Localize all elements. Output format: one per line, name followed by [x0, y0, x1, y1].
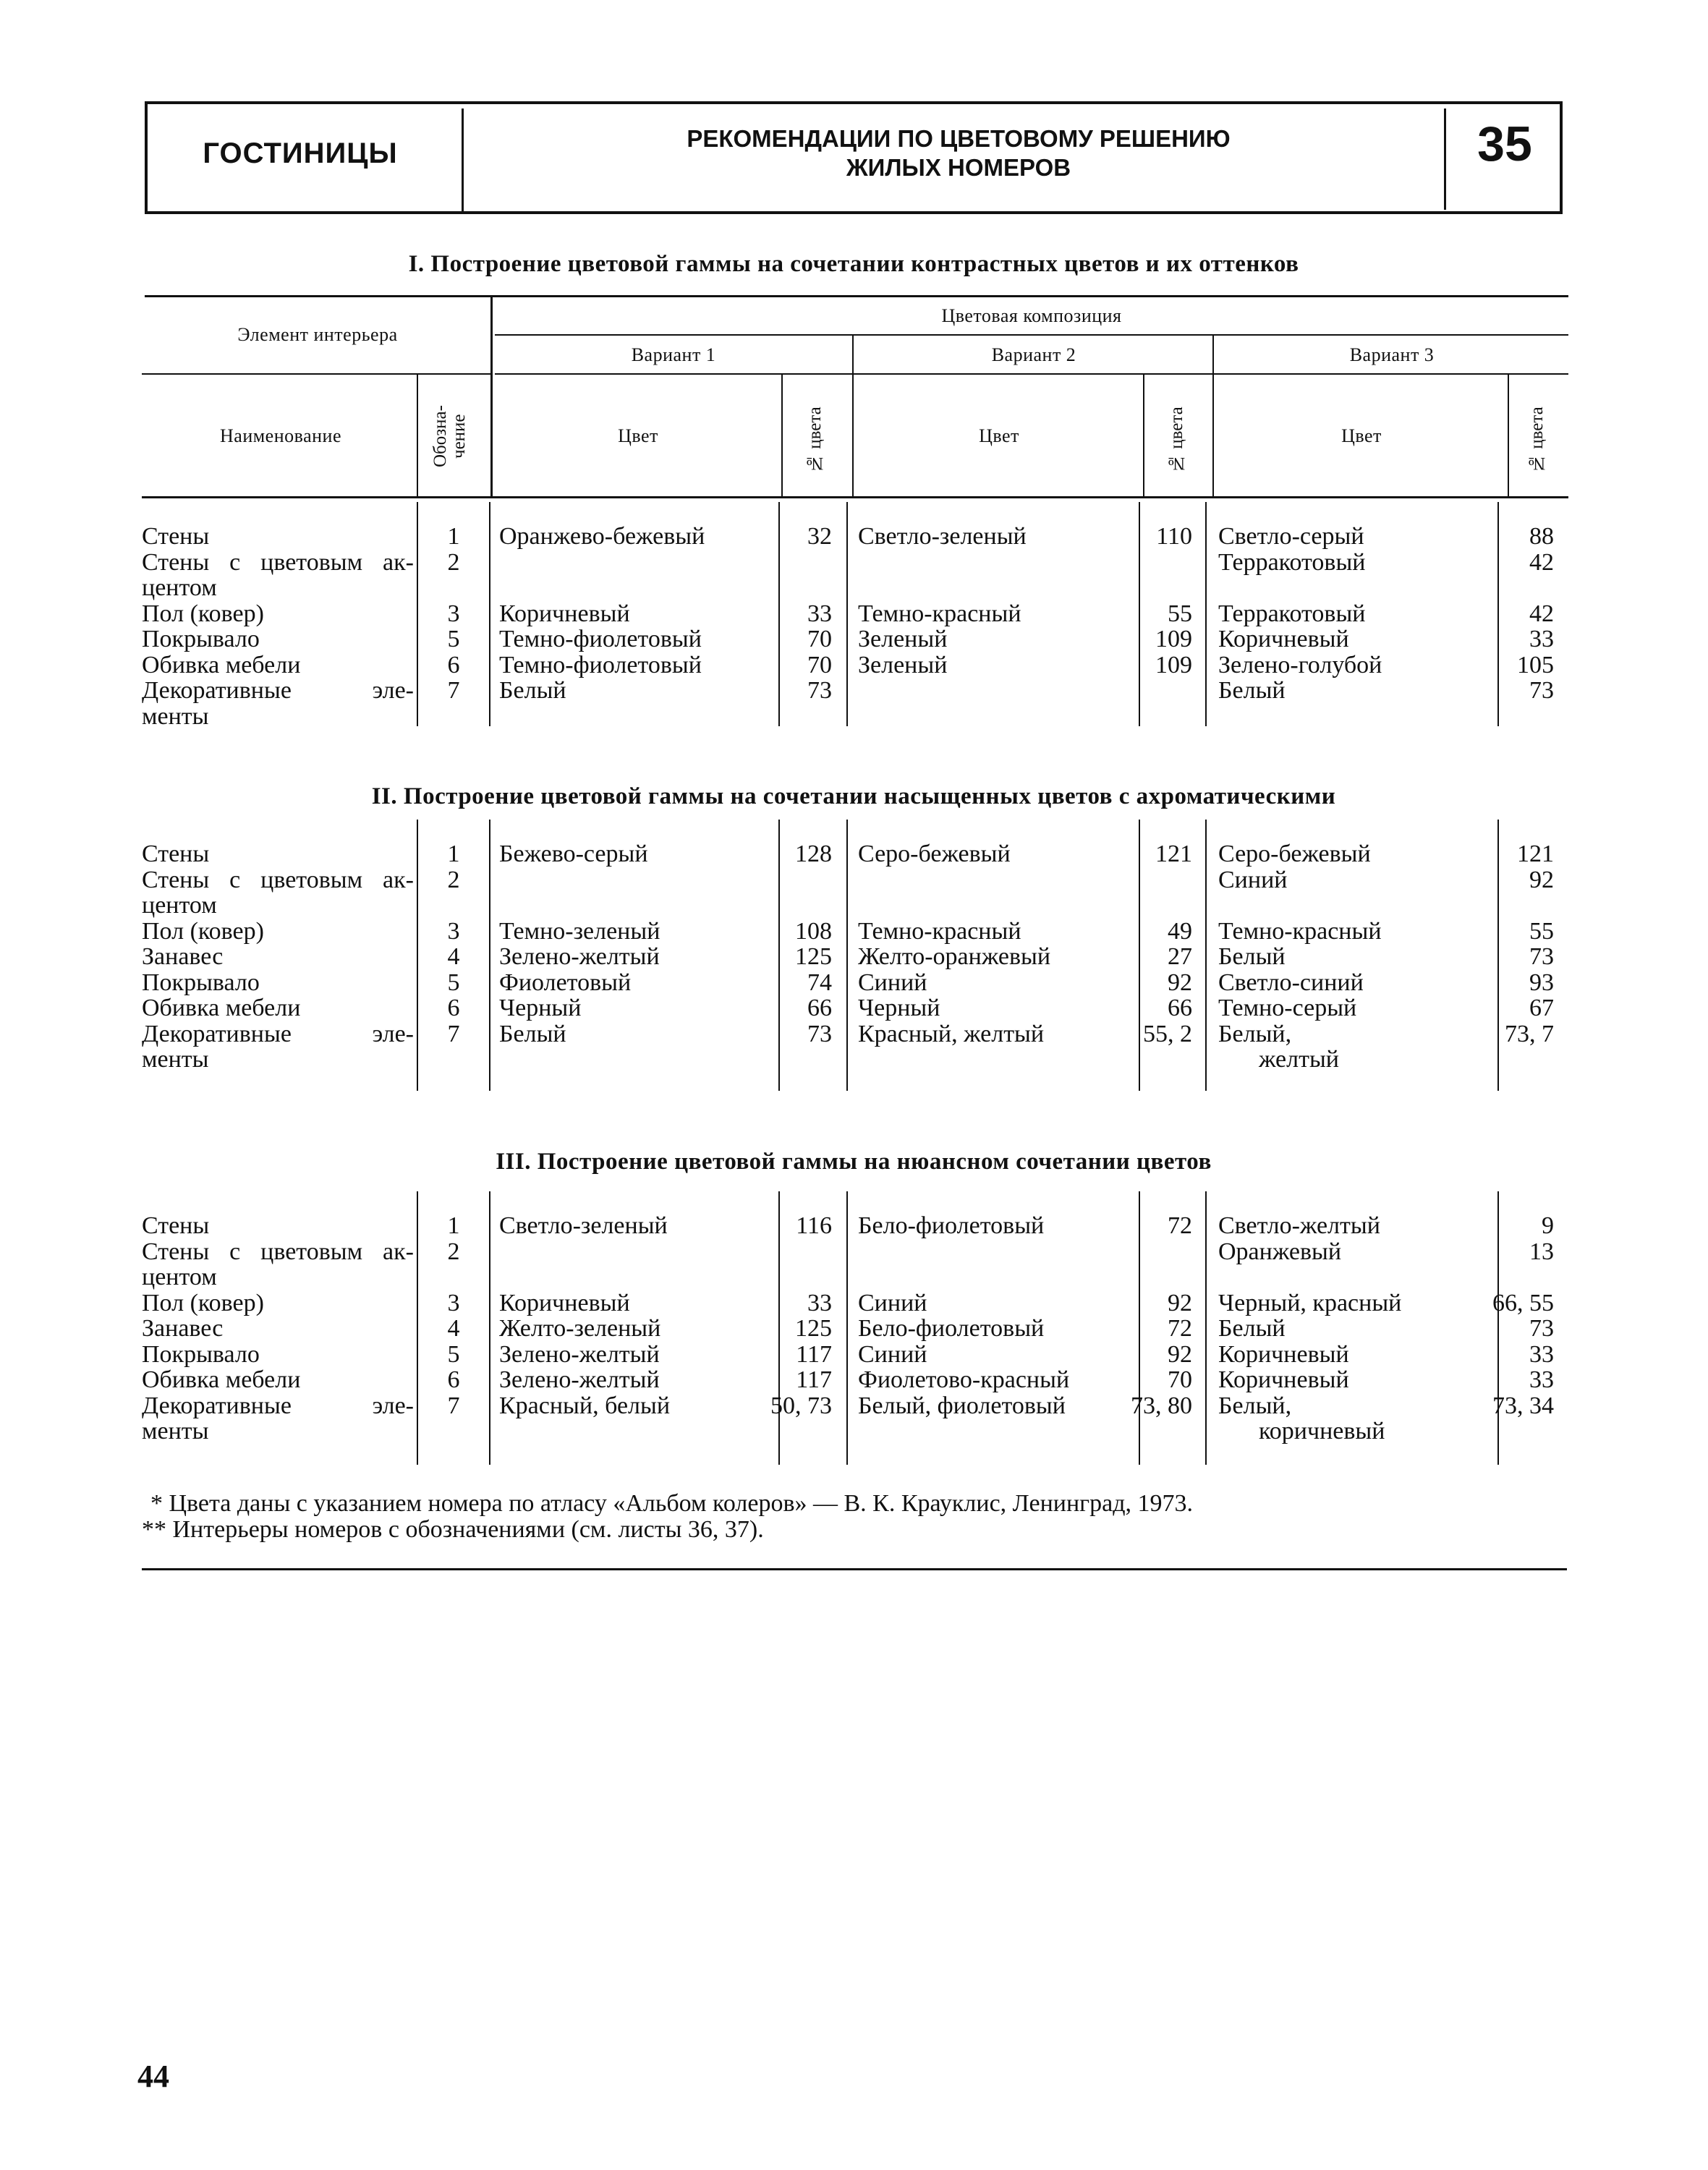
variant-3-color: Белый,	[1218, 1392, 1292, 1419]
element-code: 2	[447, 866, 460, 893]
header-vrule-n3	[1508, 375, 1509, 498]
variant-3-color-no: 55	[1529, 917, 1554, 945]
table-top-rule	[145, 295, 1568, 297]
variant-1-color: Темно-фиолетовый	[499, 651, 702, 678]
variant-3-color-no: 67	[1529, 995, 1554, 1021]
variant-3-color: желтый	[1259, 1046, 1339, 1073]
header-designation: Обозна-чение	[430, 405, 469, 467]
variant-3-color: Коричневый	[1218, 1340, 1349, 1368]
variant-3-color-no: 73	[1529, 1315, 1554, 1342]
variant-2-color: Синий	[858, 969, 927, 996]
section-3-title: III. Построение цветовой гаммы на нюансном сочетании цветов	[496, 1149, 1212, 1175]
variant-3-color: Белый	[1218, 677, 1286, 704]
header-top-rule	[145, 101, 1563, 104]
element-name: Стены	[142, 1212, 210, 1239]
header-vrule-n1	[781, 375, 783, 498]
variant-1-color: Светло-зеленый	[499, 1212, 668, 1239]
variant-3-color-no: 66, 55	[1492, 1289, 1554, 1316]
variant-3-color-no: 73, 7	[1505, 1020, 1554, 1047]
variant-1-color-no: 74	[807, 969, 832, 996]
element-name: Декоративные эле-	[142, 1020, 414, 1047]
element-code: 6	[447, 651, 460, 678]
variant-1-color: Белый	[499, 1020, 566, 1047]
variant-2-color-no: 92	[1168, 1340, 1192, 1368]
element-name: Обивка мебели	[142, 995, 301, 1021]
header-rule-left	[142, 373, 490, 375]
element-name: менты	[142, 1046, 209, 1073]
header-color-no-1: № цвета	[805, 407, 825, 473]
variant-2-color-no: 109	[1155, 626, 1192, 652]
variant-1-color: Белый	[499, 677, 566, 704]
variant-1-color-no: 125	[795, 1315, 832, 1342]
variant-2-color: Синий	[858, 1289, 927, 1316]
element-name: Занавес	[142, 1315, 224, 1342]
element-code: 3	[447, 1289, 460, 1316]
variant-3-color: Коричневый	[1218, 1366, 1349, 1393]
header-vrule-composition	[490, 295, 493, 498]
variant-3-color-no: 13	[1529, 1238, 1554, 1265]
header-color-no-2: № цвета	[1167, 407, 1186, 473]
footnote-rule	[142, 1568, 1567, 1570]
variant-3-color: Белый	[1218, 1315, 1286, 1342]
variant-3-color-no: 33	[1529, 1366, 1554, 1393]
variant-2-color-no: 55	[1168, 600, 1192, 627]
column-rule	[846, 502, 848, 726]
variant-1-color: Зелено-желтый	[499, 943, 660, 970]
element-code: 7	[447, 1392, 460, 1419]
column-rule	[489, 820, 490, 1091]
variant-3-color-no: 42	[1529, 600, 1554, 627]
variant-3-color: Серо-бежевый	[1218, 841, 1371, 867]
variant-2-color: Темно-красный	[858, 917, 1021, 945]
variant-2-color-no: 110	[1156, 523, 1192, 550]
header-variant-1: Вариант 1	[631, 344, 716, 365]
variant-2-color: Синий	[858, 1340, 927, 1368]
variant-1-color: Бежево-серый	[499, 841, 648, 867]
variant-1-color: Красный, белый	[499, 1392, 671, 1419]
variant-3-color: Светло-синий	[1218, 969, 1364, 996]
variant-2-color-no: 109	[1155, 651, 1192, 678]
column-rule	[417, 1191, 418, 1465]
variant-3-color-no: 73	[1529, 677, 1554, 704]
element-name: Стены с цветовым ак-	[142, 866, 414, 893]
variant-2-color: Белый, фиолетовый	[858, 1392, 1066, 1419]
variant-2-color: Бело-фиолетовый	[858, 1315, 1045, 1342]
page-number: 44	[137, 2059, 169, 2094]
variant-3-color-no: 121	[1517, 841, 1554, 867]
column-rule	[1205, 1191, 1207, 1465]
variant-1-color-no: 66	[807, 995, 832, 1021]
header-vrule-v3	[1212, 336, 1214, 498]
variant-3-color-no: 33	[1529, 626, 1554, 652]
variant-3-color: Темно-серый	[1218, 995, 1357, 1021]
sheet-number: 35	[1477, 116, 1532, 171]
element-code: 5	[447, 626, 460, 652]
header-divider-1	[462, 109, 464, 214]
header-divider-2	[1444, 109, 1446, 210]
variant-2-color-no: 73, 80	[1131, 1392, 1192, 1419]
variant-3-color: Терракотовый	[1218, 548, 1366, 576]
variant-3-color: Коричневый	[1218, 626, 1349, 652]
column-rule	[417, 502, 418, 726]
element-name: Покрывало	[142, 626, 260, 652]
element-code: 2	[447, 548, 460, 576]
variant-3-color: Синий	[1218, 866, 1288, 893]
variant-2-color: Серо-бежевый	[858, 841, 1011, 867]
variant-3-color: Оранжевый	[1218, 1238, 1342, 1265]
element-code: 1	[447, 1212, 460, 1239]
footnote-2: ** Интерьеры номеров с обозначениями (см. листы 36, 37).	[142, 1516, 764, 1543]
variant-2-color-no: 27	[1168, 943, 1192, 970]
variant-1-color: Темно-зеленый	[499, 917, 660, 945]
header-variant-2: Вариант 2	[991, 344, 1076, 365]
header-rule-subcols	[495, 373, 1568, 375]
variant-2-color: Желто-оранжевый	[858, 943, 1051, 970]
element-name: Покрывало	[142, 1340, 260, 1368]
variant-2-color: Зеленый	[858, 651, 948, 678]
variant-1-color-no: 73	[807, 677, 832, 704]
variant-1-color-no: 33	[807, 1289, 832, 1316]
element-name: Пол (ковер)	[142, 1289, 264, 1316]
column-rule	[846, 820, 848, 1091]
variant-1-color-no: 128	[795, 841, 832, 867]
variant-3-color: коричневый	[1259, 1418, 1385, 1444]
column-rule	[1205, 820, 1207, 1091]
variant-1-color-no: 70	[807, 626, 832, 652]
element-code: 2	[447, 1238, 460, 1265]
element-name: Занавес	[142, 943, 224, 970]
variant-3-color: Белый	[1218, 943, 1286, 970]
header-color-3: Цвет	[1341, 425, 1382, 446]
variant-2-color: Черный	[858, 995, 940, 1021]
variant-1-color-no: 70	[807, 651, 832, 678]
variant-2-color-no: 72	[1168, 1315, 1192, 1342]
element-code: 6	[447, 1366, 460, 1393]
element-code: 1	[447, 841, 460, 867]
variant-2-color: Красный, желтый	[858, 1020, 1045, 1047]
column-rule	[846, 1191, 848, 1465]
variant-1-color: Коричневый	[499, 600, 630, 627]
element-name: Пол (ковер)	[142, 917, 264, 945]
element-code: 6	[447, 995, 460, 1021]
header-variant-3: Вариант 3	[1349, 344, 1435, 365]
variant-3-color: Терракотовый	[1218, 600, 1366, 627]
header-bottom-rule-table	[142, 496, 1568, 498]
section-name: ГОСТИНИЦЫ	[203, 137, 398, 169]
element-name: Обивка мебели	[142, 1366, 301, 1393]
variant-1-color: Коричневый	[499, 1289, 630, 1316]
variant-2-color: Светло-зеленый	[858, 523, 1027, 550]
variant-3-color-no: 105	[1517, 651, 1554, 678]
element-name: центом	[142, 574, 217, 601]
variant-3-color: Светло-желтый	[1218, 1212, 1380, 1239]
variant-3-color-no: 92	[1529, 866, 1554, 893]
variant-3-color-no: 73, 34	[1492, 1392, 1554, 1419]
header-left-rule	[145, 101, 148, 214]
header-element: Элемент интерьера	[237, 324, 398, 345]
header-color-1: Цвет	[618, 425, 658, 446]
variant-1-color: Фиолетовый	[499, 969, 632, 996]
element-name: Декоративные эле-	[142, 677, 414, 704]
column-rule	[489, 1191, 490, 1465]
element-name: Пол (ковер)	[142, 600, 264, 627]
element-code: 7	[447, 677, 460, 704]
variant-3-color: Черный, красный	[1218, 1289, 1402, 1316]
variant-3-color: Белый,	[1218, 1020, 1292, 1047]
variant-2-color-no: 49	[1168, 917, 1192, 945]
variant-2-color-no: 70	[1168, 1366, 1192, 1393]
variant-1-color-no: 117	[796, 1340, 832, 1368]
variant-2-color-no: 92	[1168, 1289, 1192, 1316]
variant-2-color-no: 55, 2	[1143, 1020, 1192, 1047]
element-name: Стены	[142, 841, 210, 867]
element-name: Обивка мебели	[142, 651, 301, 678]
header-color-no-3: № цвета	[1527, 407, 1547, 473]
element-name: Декоративные эле-	[142, 1392, 414, 1419]
variant-1-color-no: 32	[807, 523, 832, 550]
element-name: Стены	[142, 523, 210, 550]
variant-1-color: Оранжево-бежевый	[499, 523, 705, 550]
variant-1-color: Черный	[499, 995, 582, 1021]
element-name: менты	[142, 702, 209, 730]
page-title	[477, 124, 1440, 182]
variant-1-color-no: 50, 73	[770, 1392, 832, 1419]
footnote-1: * Цвета даны с указанием номера по атласу «Альбом колеров» — В. К. Крауклис, Ленинград, 1973.	[150, 1490, 1194, 1517]
element-name: Стены с цветовым ак-	[142, 548, 414, 576]
header-rule-variants	[495, 334, 1568, 336]
variant-1-color: Темно-фиолетовый	[499, 626, 702, 652]
element-name: Стены с цветовым ак-	[142, 1238, 414, 1265]
header-color-2: Цвет	[979, 425, 1019, 446]
variant-2-color-no: 72	[1168, 1212, 1192, 1239]
variant-3-color: Светло-серый	[1218, 523, 1364, 550]
header-vrule-v2	[852, 336, 854, 498]
variant-3-color: Темно-красный	[1218, 917, 1382, 945]
section-2-title: II. Построение цветовой гаммы на сочетании насыщенных цветов с ахроматическими	[371, 783, 1336, 809]
section-1-title: I. Построение цветовой гаммы на сочетании контрастных цветов и их оттенков	[408, 251, 1299, 277]
page-title-line-2: ЖИЛЫХ НОМЕРОВ	[846, 154, 1071, 181]
variant-2-color: Зеленый	[858, 626, 948, 652]
element-code: 3	[447, 917, 460, 945]
element-name: центом	[142, 1264, 217, 1290]
element-code: 4	[447, 1315, 460, 1342]
column-rule	[1205, 502, 1207, 726]
variant-2-color-no: 121	[1155, 841, 1192, 867]
variant-1-color: Зелено-желтый	[499, 1366, 660, 1393]
variant-3-color-no: 42	[1529, 548, 1554, 576]
element-name: Покрывало	[142, 969, 260, 996]
variant-3-color-no: 88	[1529, 523, 1554, 550]
element-code: 3	[447, 600, 460, 627]
variant-2-color-no: 66	[1168, 995, 1192, 1021]
variant-2-color-no: 92	[1168, 969, 1192, 996]
element-code: 5	[447, 1340, 460, 1368]
page-title-line-1: РЕКОМЕНДАЦИИ ПО ЦВЕТОВОМУ РЕШЕНИЮ	[687, 125, 1231, 152]
variant-1-color-no: 117	[796, 1366, 832, 1393]
variant-1-color: Зелено-желтый	[499, 1340, 660, 1368]
variant-1-color: Желто-зеленый	[499, 1315, 661, 1342]
variant-1-color-no: 73	[807, 1020, 832, 1047]
variant-3-color-no: 9	[1542, 1212, 1554, 1239]
variant-1-color-no: 125	[795, 943, 832, 970]
column-rule	[489, 502, 490, 726]
variant-1-color-no: 116	[796, 1212, 832, 1239]
header-vrule-n2	[1143, 375, 1144, 498]
variant-2-color: Фиолетово-красный	[858, 1366, 1070, 1393]
element-name: центом	[142, 892, 217, 919]
variant-1-color-no: 108	[795, 917, 832, 945]
variant-2-color: Бело-фиолетовый	[858, 1212, 1045, 1239]
element-code: 5	[447, 969, 460, 996]
header-bottom-rule	[145, 211, 1563, 214]
variant-2-color: Темно-красный	[858, 600, 1021, 627]
element-name: менты	[142, 1418, 209, 1444]
variant-3-color-no: 73	[1529, 943, 1554, 970]
header-name: Наименование	[220, 425, 341, 446]
variant-1-color-no: 33	[807, 600, 832, 627]
variant-3-color-no: 93	[1529, 969, 1554, 996]
element-code: 1	[447, 523, 460, 550]
header-composition: Цветовая композиция	[941, 305, 1122, 326]
element-code: 7	[447, 1020, 460, 1047]
column-rule	[417, 820, 418, 1091]
element-code: 4	[447, 943, 460, 970]
variant-3-color: Зелено-голубой	[1218, 651, 1382, 678]
header-vrule-code	[417, 375, 418, 498]
variant-3-color-no: 33	[1529, 1340, 1554, 1368]
